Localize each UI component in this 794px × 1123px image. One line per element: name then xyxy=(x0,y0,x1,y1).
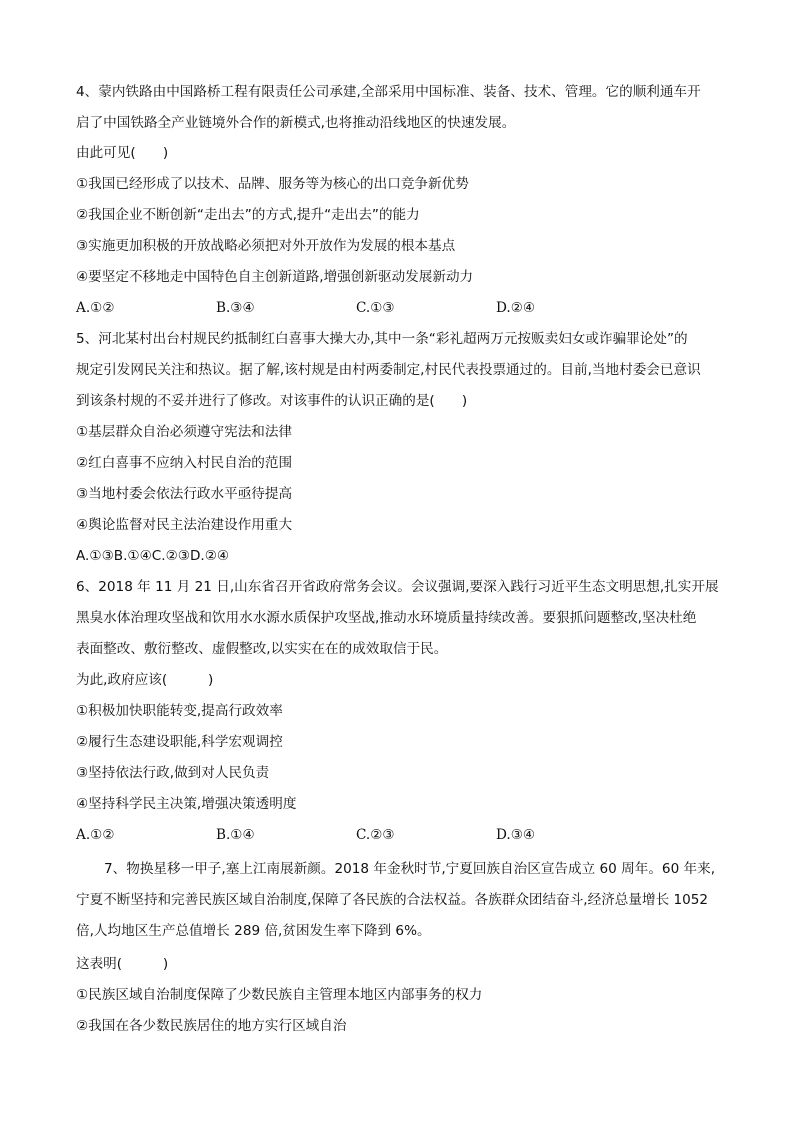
q5-statement-2: ②红白喜事不应纳入村民自治的范围 xyxy=(76,455,293,471)
q6-prompt: 为此,政府应该( ) xyxy=(76,672,214,688)
q5-stem-line-2: 规定引发网民关注和热议。据了解,该村规是由村两委制定,村民代表投票通过的。目前,当地村委会已意识 xyxy=(76,362,701,378)
q6-statement-2: ②履行生态建设职能,科学宏观调控 xyxy=(76,734,283,750)
q4-option-a: A.①② xyxy=(76,300,115,316)
q4-stem-line-2: 启了中国铁路全产业链境外合作的新模式,也将推动沿线地区的快速发展。 xyxy=(76,115,516,131)
q7-statement-2: ②我国在各少数民族居住的地方实行区域自治 xyxy=(76,1018,347,1034)
q7-stem-line-2: 宁夏不断坚持和完善民族区域自治制度,保障了各民族的合法权益。各族群众团结奋斗,经济总量增长 1052 xyxy=(76,892,709,908)
q6-statement-1: ①积极加快职能转变,提高行政效率 xyxy=(76,703,283,719)
q5-statement-3: ③当地村委会依法行政水平亟待提高 xyxy=(76,486,293,502)
q6-option-b: B.①④ xyxy=(216,827,255,843)
q6-option-c: C.②③ xyxy=(356,827,395,843)
q6-stem-line-1: 6、2018 年 11 月 21 日,山东省召开省政府常务会议。会议强调,要深入践行习近平生态文明思想,扎实开展 xyxy=(76,579,719,595)
q6-statement-4: ④坚持科学民主决策,增强决策透明度 xyxy=(76,796,297,812)
q5-options: A.①③B.①④C.②③D.②④ xyxy=(76,548,230,564)
q4-prompt: 由此可见( ) xyxy=(76,145,169,161)
q4-option-b: B.③④ xyxy=(216,300,255,316)
q4-stem-line-1: 4、蒙内铁路由中国路桥工程有限责任公司承建,全部采用中国标准、装备、技术、管理。它的顺利通车开 xyxy=(76,84,701,100)
q4-statement-1: ①我国已经形成了以技术、品牌、服务等为核心的出口竞争新优势 xyxy=(76,176,469,192)
q4-statement-3: ③实施更加积极的开放战略必须把对外开放作为发展的根本基点 xyxy=(76,238,456,254)
q5-stem-line-3: 到该条村规的不妥并进行了修改。对该事件的认识正确的是( ) xyxy=(76,393,468,409)
q6-option-a: A.①② xyxy=(76,827,115,843)
q6-statement-3: ③坚持依法行政,做到对人民负责 xyxy=(76,765,270,781)
q7-statement-1: ①民族区域自治制度保障了少数民族自主管理本地区内部事务的权力 xyxy=(76,987,483,1003)
q7-stem-line-3: 倍,人均地区生产总值增长 289 倍,贫困发生率下降到 6%。 xyxy=(76,923,431,939)
q4-statement-4: ④要坚定不移地走中国特色自主创新道路,增强创新驱动发展新动力 xyxy=(76,269,474,285)
q6-stem-line-3: 表面整改、敷衍整改、虚假整改,以实实在在的成效取信于民。 xyxy=(76,641,448,657)
q6-stem-line-2: 黑臭水体治理攻坚战和饮用水水源水质保护攻坚战,推动水环境质量持续改善。要狠抓问题整改,坚决杜绝 xyxy=(76,610,697,626)
q4-option-d: D.②④ xyxy=(496,300,536,316)
q7-stem-line-1: 7、物换星移一甲子,塞上江南展新颜。2018 年金秋时节,宁夏回族自治区宣告成立 60 周年。60 年来, xyxy=(104,861,716,877)
q5-statement-4: ④舆论监督对民主法治建设作用重大 xyxy=(76,517,293,533)
q4-option-c: C.①③ xyxy=(356,300,395,316)
q4-statement-2: ②我国企业不断创新“走出去”的方式,提升“走出去”的能力 xyxy=(76,207,420,223)
q6-option-d: D.③④ xyxy=(496,827,536,843)
q5-stem-line-1: 5、河北某村出台村规民约抵制红白喜事大操大办,其中一条“彩礼超两万元按贩卖妇女或诈骗罪论处”的 xyxy=(76,331,688,347)
q5-statement-1: ①基层群众自治必须遵守宪法和法律 xyxy=(76,424,293,440)
q7-prompt: 这表明( ) xyxy=(76,956,169,972)
